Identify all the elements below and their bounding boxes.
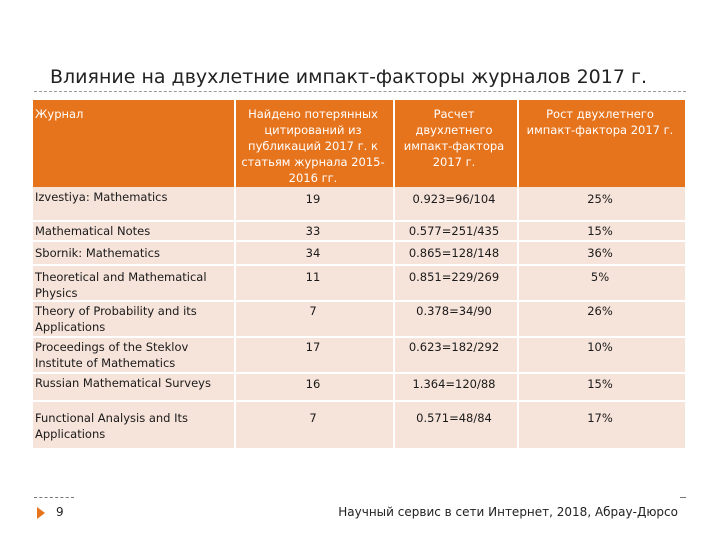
cell-if-growth: 15%: [587, 224, 613, 238]
cell-journal: Theoretical and Mathematical Physics: [35, 270, 207, 300]
cell-journal: Sbornik: Mathematics: [35, 246, 160, 260]
cell-if-growth: 25%: [587, 192, 613, 206]
cell-if-calculation: 0.923=96/104: [412, 192, 496, 206]
cell-lost-citations: 17: [305, 340, 321, 354]
cell-lost-citations: 19: [305, 192, 321, 206]
header-lost-citations: Найдено потерянных цитирований из публикаций 2017 г. к статьям журнала 2015-2016 гг.: [241, 107, 385, 185]
cell-if-growth: 10%: [587, 340, 613, 354]
cell-journal: Izvestiya: Mathematics: [35, 190, 168, 204]
cell-lost-citations: 11: [305, 270, 321, 284]
cell-if-calculation: 0.623=182/292: [408, 340, 500, 354]
title-divider: [34, 91, 686, 92]
header-if-calculation: Расчет двухлетнего импакт-фактора 2017 г.: [403, 107, 505, 169]
page-number: 9: [56, 505, 64, 519]
cell-if-calculation: 0.378=34/90: [416, 304, 492, 318]
cell-if-calculation: 0.571=48/84: [416, 411, 492, 425]
cell-journal: Russian Mathematical Surveys: [35, 376, 211, 390]
footer-divider: [680, 497, 686, 498]
cell-if-growth: 36%: [587, 246, 613, 260]
column-divider: [517, 100, 519, 448]
cell-if-calculation: 0.577=251/435: [408, 224, 500, 238]
cell-lost-citations: 34: [305, 246, 321, 260]
footer-divider: [34, 497, 74, 498]
footer-caption: Научный сервис в сети Интернет, 2018, Абрау-Дюрсо: [338, 505, 678, 519]
cell-journal: Proceedings of the Steklov Institute of Mathematics: [35, 340, 189, 370]
cell-if-growth: 26%: [587, 304, 613, 318]
slide-title: Влияние на двухлетние импакт-факторы журналов 2017 г.: [50, 66, 647, 88]
cell-lost-citations: 16: [305, 377, 321, 391]
cell-lost-citations: 7: [309, 304, 317, 318]
header-if-growth: Рост двухлетнего импакт-фактора 2017 г.: [526, 107, 674, 137]
header-journal: Журнал: [35, 107, 84, 121]
cell-if-growth: 5%: [590, 270, 610, 284]
cell-journal: Functional Analysis and Its Applications: [35, 411, 189, 441]
cell-lost-citations: 33: [305, 224, 321, 238]
cell-if-calculation: 1.364=120/88: [412, 377, 496, 391]
cell-journal: Theory of Probability and its Applications: [35, 304, 197, 334]
cell-journal: Mathematical Notes: [35, 224, 151, 238]
cell-if-growth: 17%: [587, 411, 613, 425]
cell-if-calculation: 0.851=229/269: [408, 270, 500, 284]
cell-lost-citations: 7: [309, 411, 317, 425]
cell-if-growth: 15%: [587, 377, 613, 391]
bullet-arrow-icon: [37, 507, 45, 519]
cell-if-calculation: 0.865=128/148: [408, 246, 500, 260]
